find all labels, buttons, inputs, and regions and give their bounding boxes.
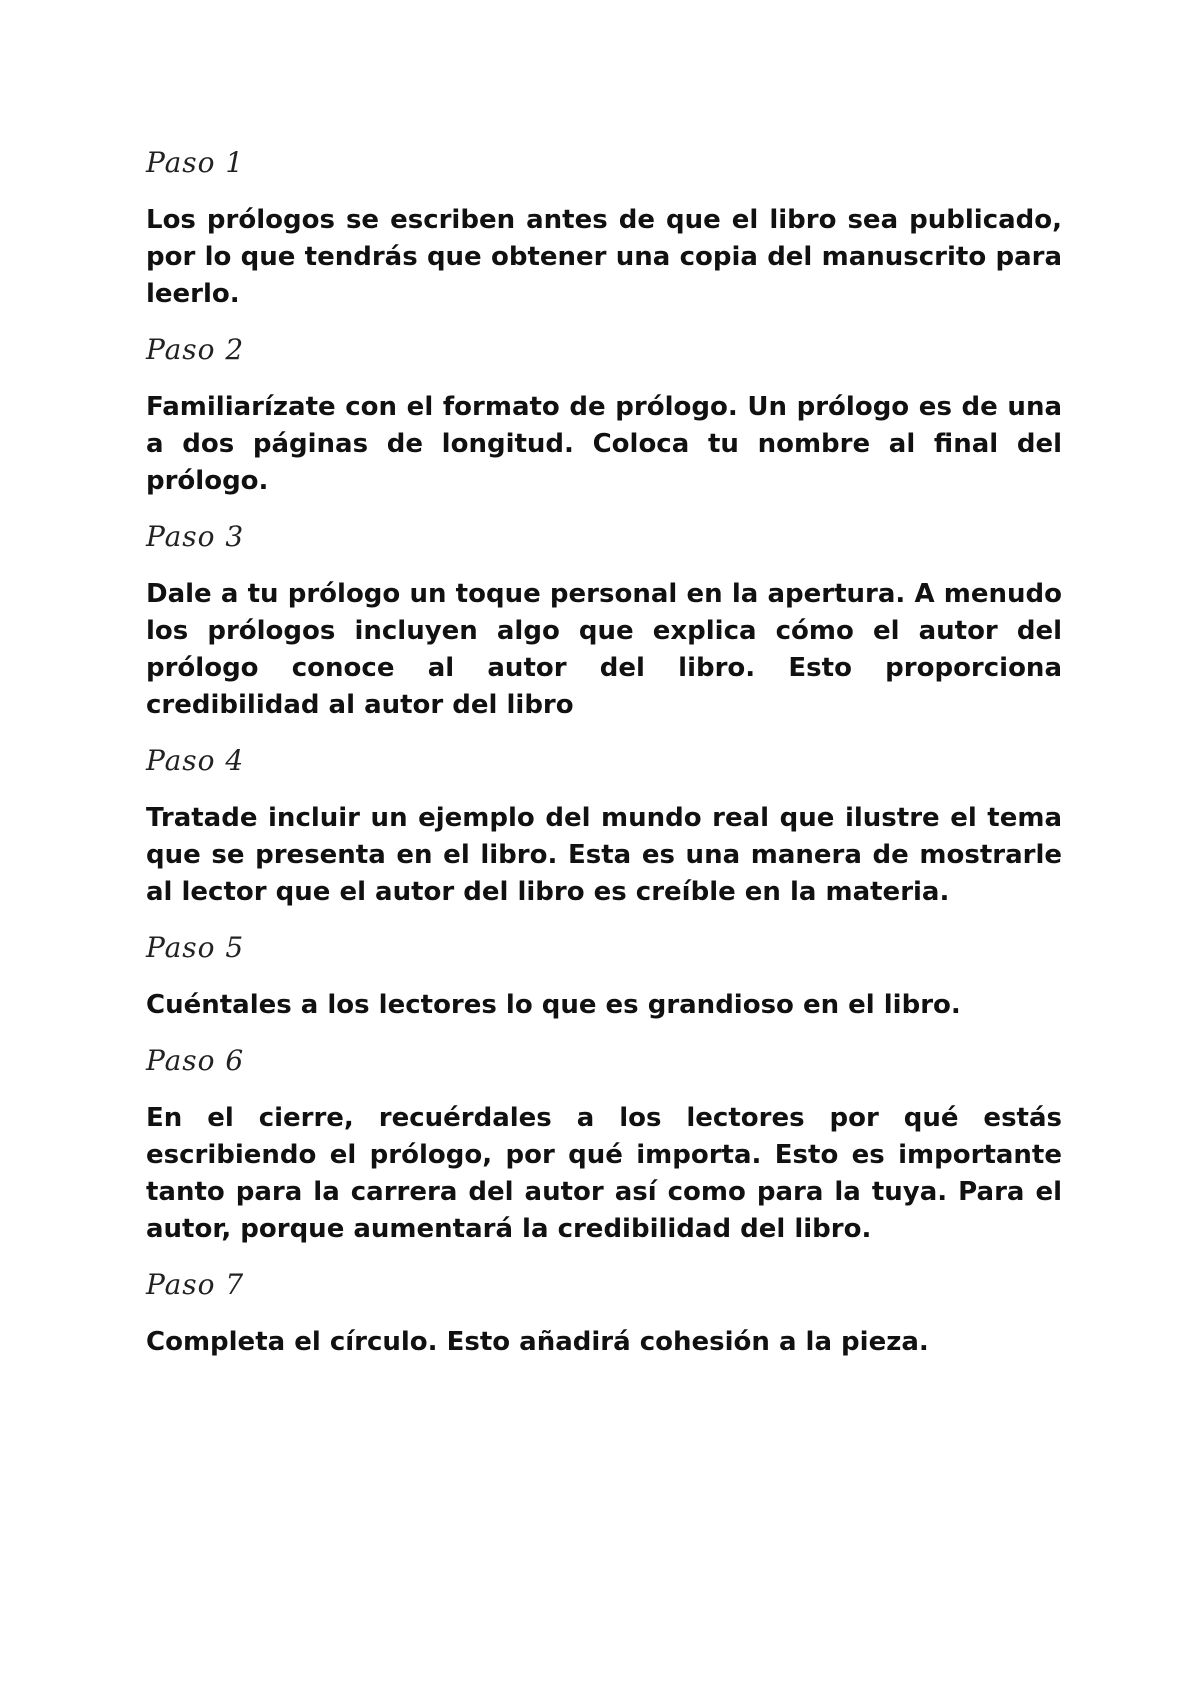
step-text: Familiarízate con el formato de prólogo. Un prólogo es de una a dos páginas de longitud. Coloca tu nombre al final del prólogo. (146, 392, 1062, 496)
step-1 (146, 146, 1062, 313)
step-4 (146, 744, 1062, 911)
step-6 (146, 1044, 1062, 1248)
step-text: Completa el círculo. Esto añadirá cohesión a la pieza. (146, 1327, 929, 1357)
step-heading: Paso 2 (146, 333, 245, 366)
step-heading: Paso 3 (146, 520, 245, 553)
step-heading: Paso 4 (146, 744, 245, 777)
step-heading: Paso 5 (146, 931, 245, 964)
step-heading: Paso 7 (146, 1268, 245, 1301)
document-content (146, 146, 1062, 1381)
step-text: En el cierre, recuérdales a los lectores por qué estás escribiendo el prólogo, por qué importa. Esto es importante tanto para la carrera del autor así como para la tuya. Para el autor, porque aumentará la credibilidad del libro. (146, 1103, 1062, 1244)
step-heading: Paso 6 (146, 1044, 245, 1077)
step-2 (146, 333, 1062, 500)
step-3 (146, 520, 1062, 724)
step-heading: Paso 1 (146, 146, 245, 179)
step-text: Dale a tu prólogo un toque personal en la apertura. A menudo los prólogos incluyen algo que explica cómo el autor del prólogo conoce al autor del libro. Esto proporciona credibilidad al autor del libro (146, 579, 1062, 720)
step-text: Cuéntales a los lectores lo que es grandioso en el libro. (146, 990, 961, 1020)
step-5 (146, 931, 1062, 1024)
step-7 (146, 1268, 1062, 1361)
step-text: Los prólogos se escriben antes de que el libro sea publicado, por lo que tendrás que obtener una copia del manuscrito para leerlo. (146, 205, 1062, 309)
step-text: Tratade incluir un ejemplo del mundo real que ilustre el tema que se presenta en el libro. Esta es una manera de mostrarle al lector que el autor del libro es creíble en la materia. (146, 803, 1062, 907)
